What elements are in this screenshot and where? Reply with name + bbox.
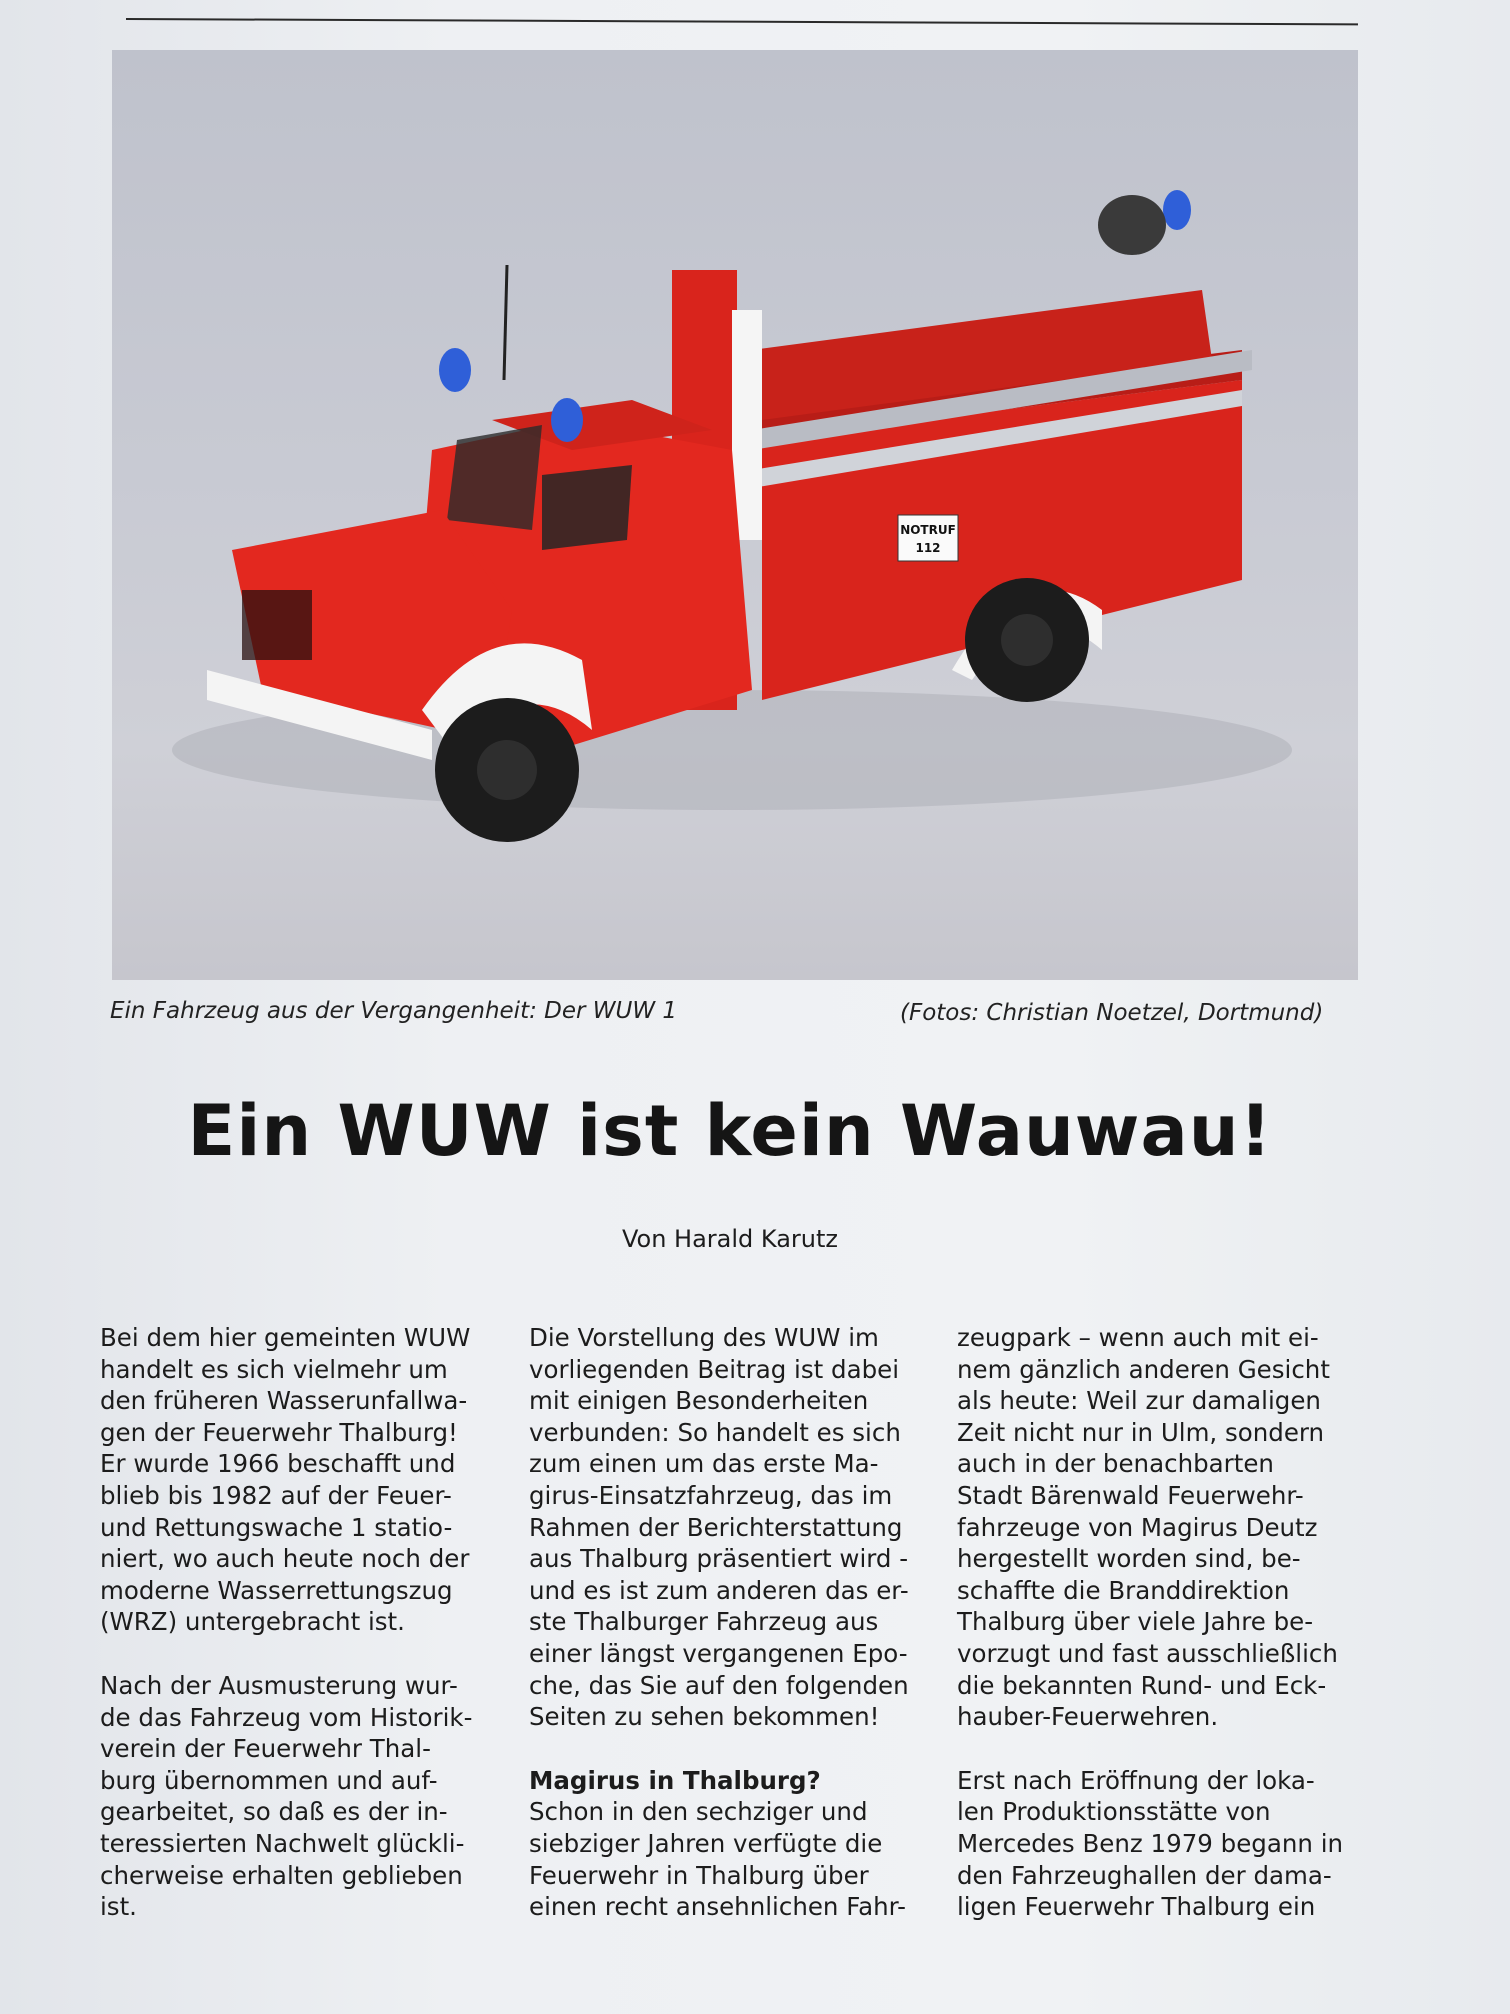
col2-paragraph-1: Die Vorstellung des WUW im vorliegenden Beitrag ist dabei mit einigen Besonderheiten verbunden: So handelt es sich zum einen um das erste Ma- girus-Einsatzfahrzeug, das im Rahmen der Berichterstattung aus Thalburg präsentiert wird - und es ist zum anderen das er- ste Thalburger Fahrzeug aus einer längst vergangenen Epo- che, das Sie auf den folgenden Seiten zu sehen bekommen!	[529, 1323, 909, 1732]
photo-caption: Ein Fahrzeug aus der Vergangenheit: Der WUW 1	[110, 998, 678, 1024]
col1-paragraph-2: Nach der Ausmusterung wur- de das Fahrzeug vom Historik- verein der Feuerwehr Thal- burg übernommen und auf- gearbeitet, so daß es der in- teressierten Nachwelt glückli- cherweise erhalten geblieben ist.	[100, 1670, 473, 1922]
text-column-2	[529, 1322, 939, 1923]
fire-truck-illustration	[112, 50, 1358, 980]
section-heading: Magirus in Thalburg?	[529, 1765, 821, 1795]
text-column-3	[957, 1322, 1367, 1923]
col3-paragraph-2: Erst nach Eröffnung der loka- len Produktionsstätte von Mercedes Benz 1979 begann in den Fahrzeughallen der dama- ligen Feuerwehr Thalburg ein	[957, 1765, 1344, 1922]
notruf-sign-line1: NOTRUF	[900, 523, 956, 537]
side-window	[542, 465, 632, 550]
windshield	[447, 425, 542, 530]
front-hub	[477, 740, 537, 800]
rear-hub	[1001, 614, 1053, 666]
antenna	[504, 265, 507, 380]
text-column-1	[100, 1322, 510, 1923]
beacon-center	[551, 398, 583, 442]
article-headline: Ein WUW ist kein Wauwau!	[187, 1090, 1273, 1172]
beacon-left	[439, 348, 471, 392]
beacon-rear	[1163, 190, 1191, 230]
col1-paragraph-1: Bei dem hier gemeinten WUW handelt es sich vielmehr um den früheren Wasserunfallwa- gen der Feuerwehr Thalburg! Er wurde 1966 beschafft und blieb bis 1982 auf der Feuer- und Rettungswache 1 statio- niert, wo auch heute noch der moderne Wasserrettungszug (WRZ) untergebracht ist.	[100, 1323, 471, 1637]
searchlight	[1098, 195, 1166, 255]
col3-paragraph-1: zeugpark – wenn auch mit ei- nem gänzlich anderen Gesicht als heute: Weil zur damaligen Zeit nicht nur in Ulm, sondern auch in der benachbarten Stadt Bärenwald Feuerwehr- fahrzeuge von Magirus Deutz hergestellt worden sind, be- schaffte die Branddirektion Thalburg über viele Jahre be- vorzugt und fast ausschließlich die bekannten Rund- und Eck- hauber-Feuerwehren.	[957, 1323, 1338, 1732]
fire-truck-photo	[112, 50, 1358, 980]
photo-credit: (Fotos: Christian Noetzel, Dortmund)	[900, 1000, 1324, 1026]
top-rule	[126, 18, 1358, 25]
grille	[242, 590, 312, 660]
col2-paragraph-2: Schon in den sechziger und siebziger Jahren verfügte die Feuerwehr in Thalburg über einen recht ansehnlichen Fahr-	[529, 1797, 906, 1922]
article-byline: Von Harald Karutz	[621, 1225, 839, 1253]
notruf-sign-line2: 112	[915, 541, 941, 555]
